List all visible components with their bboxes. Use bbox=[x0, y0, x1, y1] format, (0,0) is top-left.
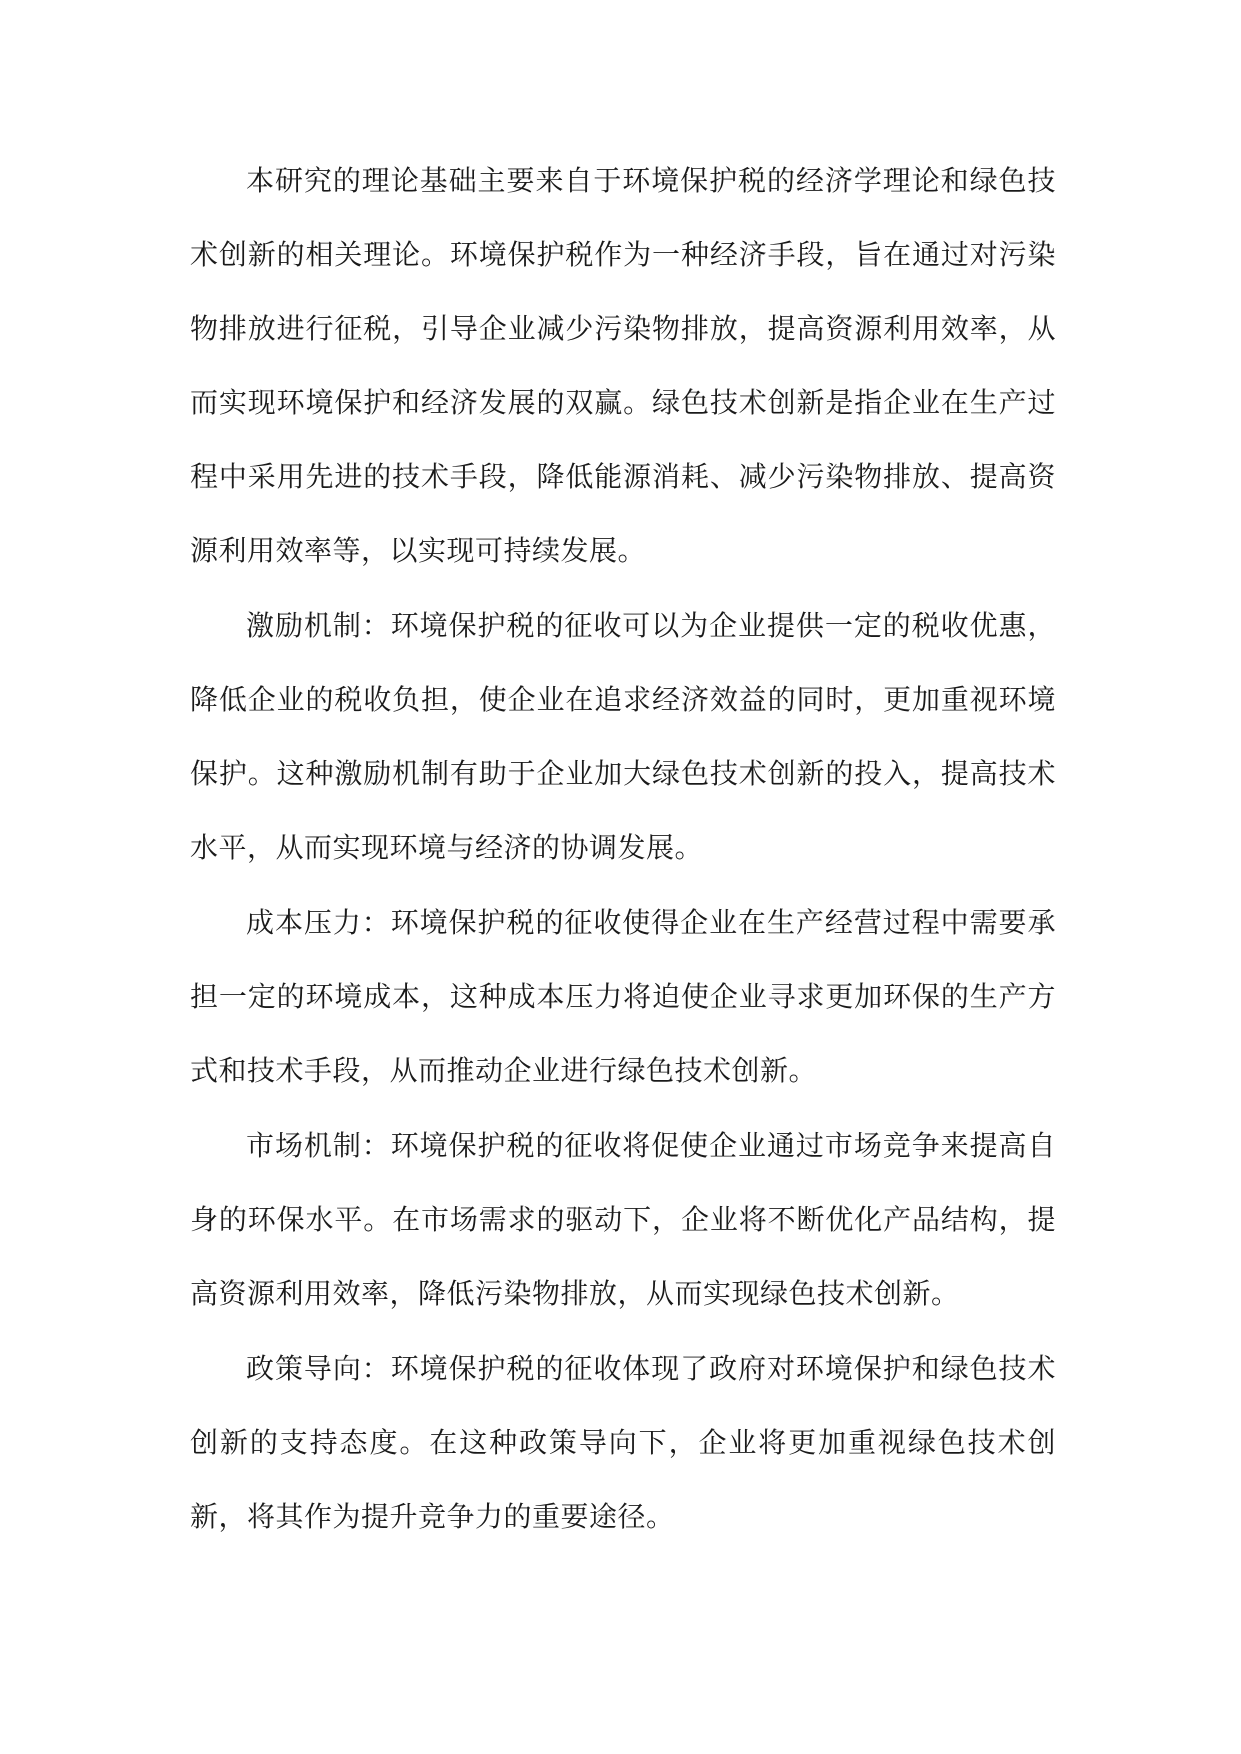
paragraph-cost-pressure: 成本压力：环境保护税的征收使得企业在生产经营过程中需要承担一定的环境成本，这种成本压力将迫使企业寻求更加环保的生产方式和技术手段，从而推动企业进行绿色技术创新。 bbox=[190, 906, 1056, 1087]
document-body bbox=[190, 144, 1056, 1555]
paragraph-incentive-mechanism: 激励机制：环境保护税的征收可以为企业提供一定的税收优惠，降低企业的税收负担，使企业在追求经济效益的同时，更加重视环境保护。这种激励机制有助于企业加大绿色技术创新的投入，提高技术水平，从而实现环境与经济的协调发展。 bbox=[190, 609, 1056, 864]
paragraph-policy-orientation: 政策导向：环境保护税的征收体现了政府对环境保护和绿色技术创新的支持态度。在这种政策导向下，企业将更加重视绿色技术创新，将其作为提升竞争力的重要途径。 bbox=[190, 1352, 1056, 1533]
paragraph-theory-basis: 本研究的理论基础主要来自于环境保护税的经济学理论和绿色技术创新的相关理论。环境保护税作为一种经济手段，旨在通过对污染物排放进行征税，引导企业减少污染物排放，提高资源利用效率，从而实现环境保护和经济发展的双赢。绿色技术创新是指企业在生产过程中采用先进的技术手段，降低能源消耗、减少污染物排放、提高资源利用效率等，以实现可持续发展。 bbox=[190, 164, 1056, 567]
paragraph-market-mechanism: 市场机制：环境保护税的征收将促使企业通过市场竞争来提高自身的环保水平。在市场需求的驱动下，企业将不断优化产品结构，提高资源利用效率，降低污染物排放，从而实现绿色技术创新。 bbox=[190, 1129, 1056, 1310]
